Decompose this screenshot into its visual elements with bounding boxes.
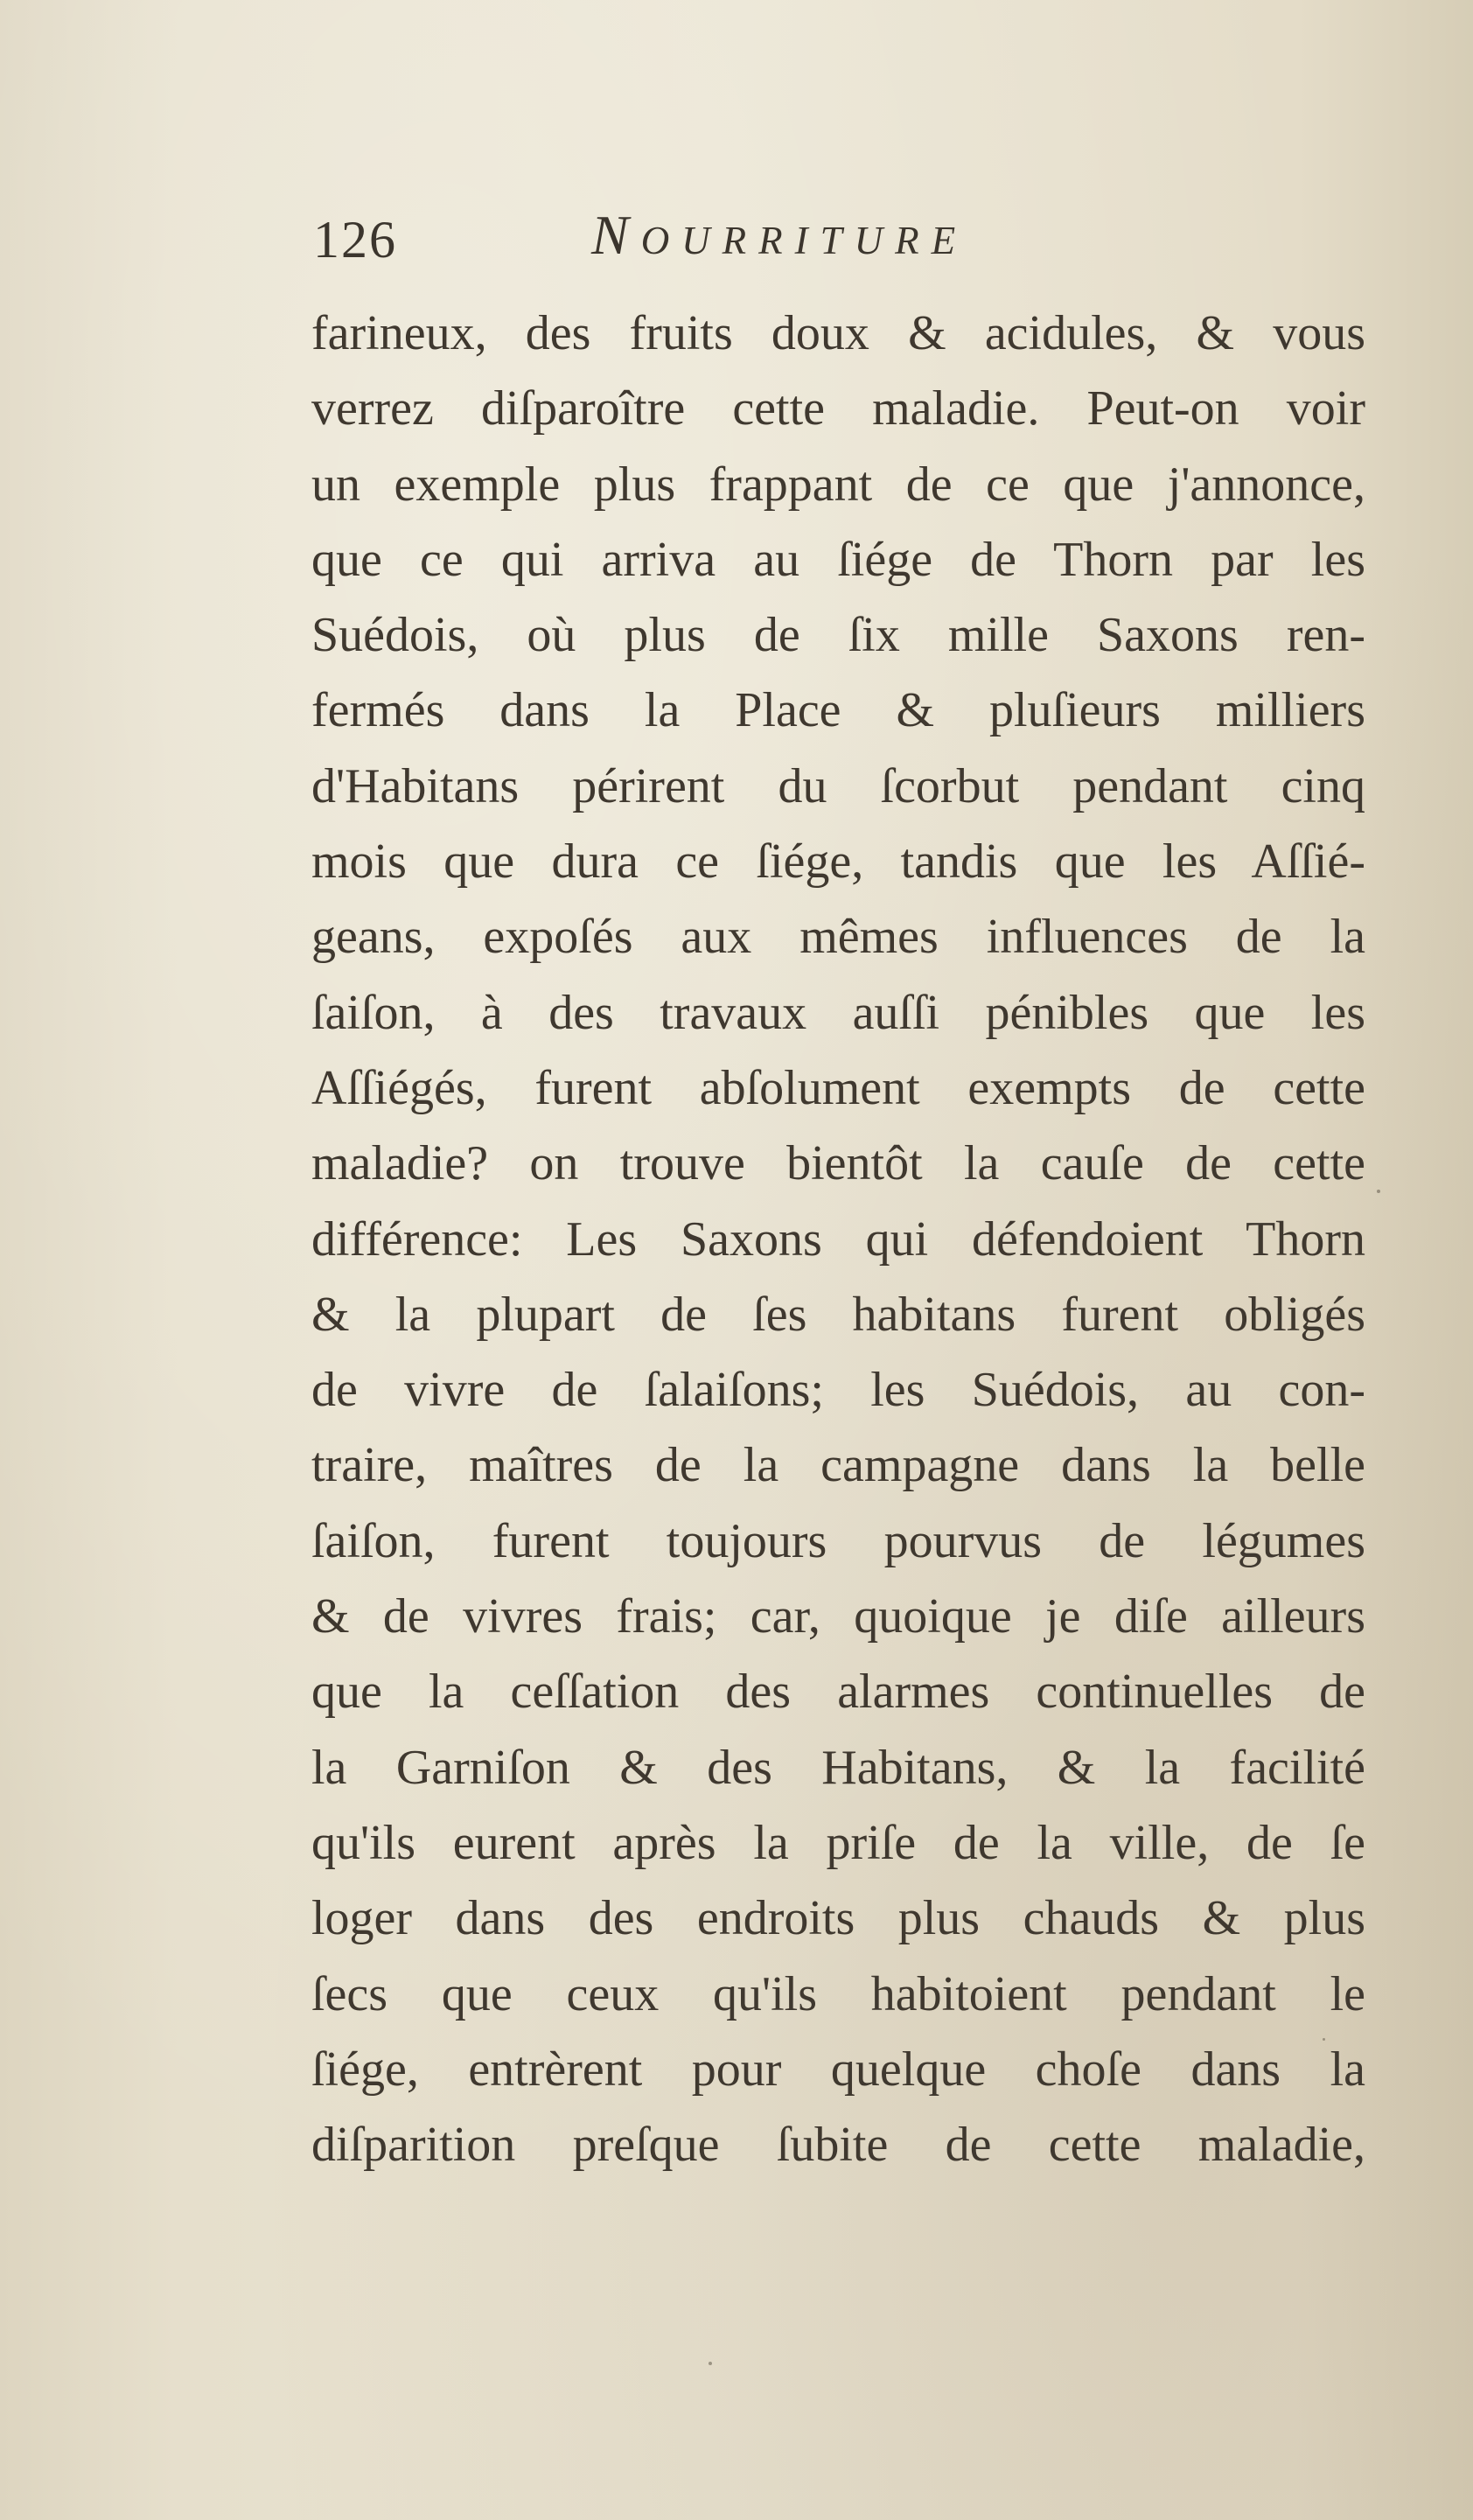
text-line: que la ceſſation des alarmes continuelles de — [311, 1665, 1365, 1720]
text-line: d'Habitans périrent du ſcorbut pendant cinq — [311, 758, 1365, 813]
text-line: & la plupart de ſes habitans furent obligés — [311, 1287, 1365, 1342]
paper-speck — [1323, 2038, 1325, 2041]
page-header — [313, 203, 1188, 282]
page-number: 126 — [313, 211, 397, 269]
text-line: Aſſiégés, furent abſolument exempts de cette — [311, 1060, 1365, 1115]
running-title: Nourriture — [591, 204, 968, 266]
text-line: farineux, des fruits doux & acidules, & vous — [311, 306, 1365, 360]
text-line: verrez diſparoître cette maladie. Peut-on voir — [311, 381, 1365, 436]
text-line: geans, expoſés aux mêmes influences de la — [311, 910, 1365, 965]
text-line: maladie? on trouve bientôt la cauſe de cette — [311, 1136, 1365, 1191]
text-line: diſparition preſque ſubite de cette maladie, — [311, 2118, 1365, 2173]
text-line: différence: Les Saxons qui défendoient Thorn — [311, 1211, 1365, 1267]
paper-speck — [1377, 1190, 1380, 1193]
body-text — [311, 296, 1365, 2182]
text-line: traire, maîtres de la campagne dans la belle — [311, 1438, 1365, 1493]
text-line: & de vivres frais; car, quoique je diſe ailleurs — [311, 1589, 1365, 1644]
text-line: que ce qui arriva au ſiége de Thorn par les — [311, 532, 1365, 587]
text-line: de vivre de ſalaiſons; les Suédois, au con- — [311, 1363, 1365, 1418]
text-line: ſaiſon, à des travaux auſſi pénibles que les — [311, 985, 1365, 1040]
text-line: fermés dans la Place & pluſieurs milliers — [311, 683, 1365, 738]
text-line: un exemple plus frappant de ce que j'annonce, — [311, 457, 1365, 512]
text-line: ſecs que ceux qu'ils habitoient pendant le — [311, 1966, 1365, 2021]
text-line: ſiége, entrèrent pour quelque choſe dans la — [311, 2042, 1365, 2097]
text-line: la Garniſon & des Habitans, & la facilité — [311, 1740, 1365, 1795]
text-line: loger dans des endroits plus chauds & plus — [311, 1891, 1365, 1946]
text-line: qu'ils eurent après la priſe de la ville, de ſe — [311, 1815, 1365, 1870]
text-line: ſaiſon, furent toujours pourvus de légumes — [311, 1513, 1365, 1568]
text-line: Suédois, où plus de ſix mille Saxons ren- — [311, 608, 1365, 663]
text-line: mois que dura ce ſiége, tandis que les Aſſié- — [311, 834, 1365, 890]
paper-speck — [709, 2362, 712, 2365]
